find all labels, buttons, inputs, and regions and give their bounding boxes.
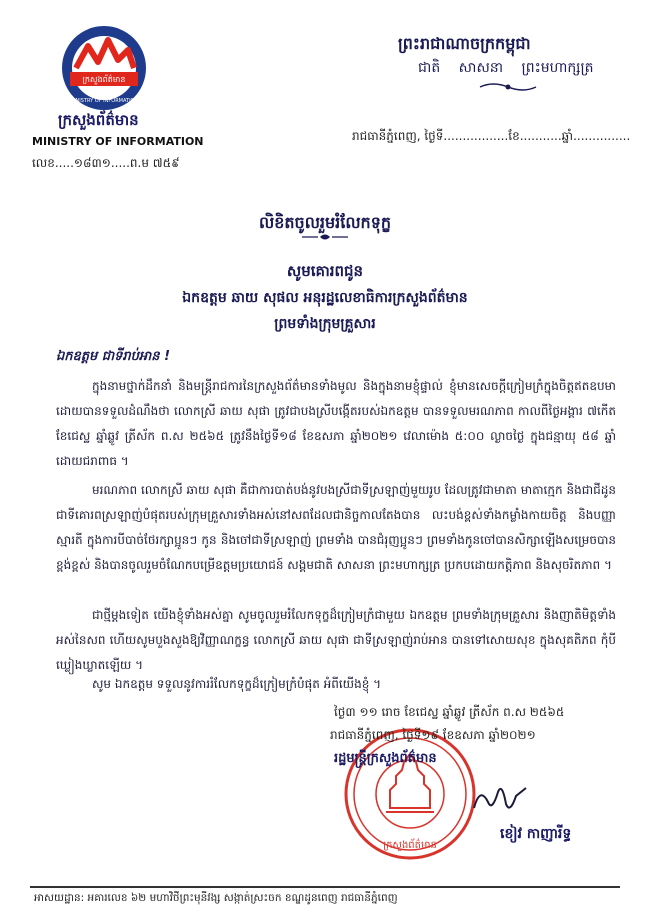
national-motto: ជាតិ សាសនា ព្រះមហាក្សត្រ — [418, 60, 594, 76]
logo-ring-text: MINISTRY OF INFORMATION — [69, 98, 139, 104]
solar-date: រាជធានីភ្នំពេញ, ថ្ងៃទី១៩ ខែឧសភា ឆ្នាំ២០២១ — [330, 728, 536, 742]
body-paragraph-3: ជាថ្មីម្ដងទៀត យើងខ្ញុំទាំងអស់គ្នា សូមចូលរួមរំលែកទុក្ខដ៏ក្រៀមក្រំជាមួយ ឯកឧត្តម ព្រមទាំងក្រុមគ្រួសារ និងញាតិមិត្តទាំងអស់នៃសព ហើយសូមបួងសួងឱ្យវិញ្ញាណក្ខន្ធ លោកស្រី ឆាយ សុផា ជាទីស្រឡាញ់រាប់អាន បានទៅសោយសុខ ក្នុងសុគតិភព កុំបីឃ្លៀងឃ្លាតឡើយ ។ — [56, 608, 616, 672]
seal-text: ក្រសួងព័ត៌មាន — [383, 840, 437, 851]
signer-title: រដ្ឋមន្ត្រីក្រសួងព័ត៌មាន — [334, 751, 437, 766]
body-paragraph-4: សូម ឯកឧត្តម ទទួលនូវការរំលែកទុក្ខដ៏ក្រៀមក្រំបំផុត អំពីយើងខ្ញុំ ។ — [92, 677, 382, 691]
footer-address: អាសយដ្ឋាន: អគារលេខ ៦២ មហាវិថីព្រះមុនីវង្ស សង្កាត់ស្រះចក ខណ្ឌដូនពេញ រាជធានីភ្នំពេញ — [34, 892, 398, 904]
ornament-icon — [478, 80, 538, 94]
ministry-name-kh: ក្រសួងព័ត៌មាន — [58, 111, 139, 129]
handwritten-signature — [470, 778, 530, 818]
signer-name: ខៀវ កាញារីទ្ធ — [500, 826, 572, 842]
reference-number: លេខ.....១៨៣១.....ព.ម ៧៥៩ — [32, 156, 180, 170]
salutation: ឯកឧត្តម ជាទីរាប់អាន ! — [56, 349, 171, 364]
place-date-line: រាជធានីភ្នំពេញ, ថ្ងៃទី.................ខែ...........ឆ្នាំ............... — [352, 129, 631, 143]
title-ornament-icon — [300, 232, 350, 242]
body-paragraph-1: ក្នុងនាមថ្នាក់ដឹកនាំ និងមន្ត្រីរាជការនៃក្រសួងព័ត៌មានទាំងមូល និងក្នុងនាមខ្ញុំផ្ទាល់ ខ្ញុំមានសេចក្ដីក្រៀមក្រំក្នុងចិត្តឥតឧបមា ដោយបានទទួលដំណឹងថា លោកស្រី ឆាយ សុផា ត្រូវជាបងស្រីបង្កើតរបស់ឯកឧត្តម បានទទួលមរណភាព កាលពីថ្ងៃអង្គារ ៧កើត ខែជេស្ឋ ឆ្នាំឆ្លូវ ត្រីស័ក ព.ស ២៥៦៥ ត្រូវនឹងថ្ងៃទី១៨ ខែឧសភា ឆ្នាំ២០២១ វេលាម៉ោង ៥:០០ ល្ងាចថ្ងៃ ក្នុងជន្មាយុ ៥៨ ឆ្នាំ ដោយជរាពាធ ។ — [56, 379, 616, 468]
kingdom-title: ព្រះរាជាណាចក្រកម្ពុជា — [398, 34, 531, 53]
lunar-date: ថ្ងៃ៣ ១១ រោច ខែជេស្ឋ ឆ្នាំឆ្លូវ ត្រីស័ក ព.ស ២៥៦៥ — [334, 705, 565, 719]
logo-text: ក្រសួងព័ត៌មាន — [82, 75, 126, 84]
letter-title: លិខិតចូលរួមរំលែកទុក្ខ — [258, 213, 392, 232]
ministry-logo — [56, 22, 152, 114]
recipient-line: ឯកឧត្ដម ឆាយ សុផល អនុរដ្ឋលេខាធិការក្រសួងព័ត៌មាន — [182, 290, 468, 306]
official-seal — [340, 724, 480, 864]
recipient-family-line: ព្រមទាំងក្រុមគ្រួសារ — [274, 316, 376, 332]
body-paragraph-2: មរណភាព លោកស្រី ឆាយ សុផា គឺជាការបាត់បង់នូវបងស្រីជាទីស្រឡាញ់មួយរូប ដែលត្រូវជាមាតា មាតាក្មេក និងជាជីដូន ជាទីគោរពស្រឡាញ់បំផុតរបស់ក្រុមគ្រួសារទាំងអស់នៅសពដែលជានិច្ចកាលតែងបាន លះបង់ខ្ពស់ទាំងកម្លាំងកាយចិត្ត និងបញ្ញា ស្មារតី ក្នុងការបីបាច់ថែរក្សាប្អូនៗ កូន និងចៅជាទីស្រឡាញ់ ព្រមទាំង បានជំរុញប្អូនៗ ព្រមទាំងកូនចៅបានសិក្សាឡើងសម្រេចបានខ្ពង់ខ្ពស់ និងបានចូលរួមចំណែកបម្រើឧត្តមប្រយោជន៍ សង្គមជាតិ សាសនា ព្រះមហាក្សត្រ ប្រកបដោយកត្តិភាព និងសុចរិតភាព ។ — [56, 483, 616, 572]
respect-line: សូមគោរពជូន — [286, 262, 364, 280]
ministry-name-en: MINISTRY OF INFORMATION — [32, 135, 204, 148]
footer-divider — [30, 886, 620, 888]
